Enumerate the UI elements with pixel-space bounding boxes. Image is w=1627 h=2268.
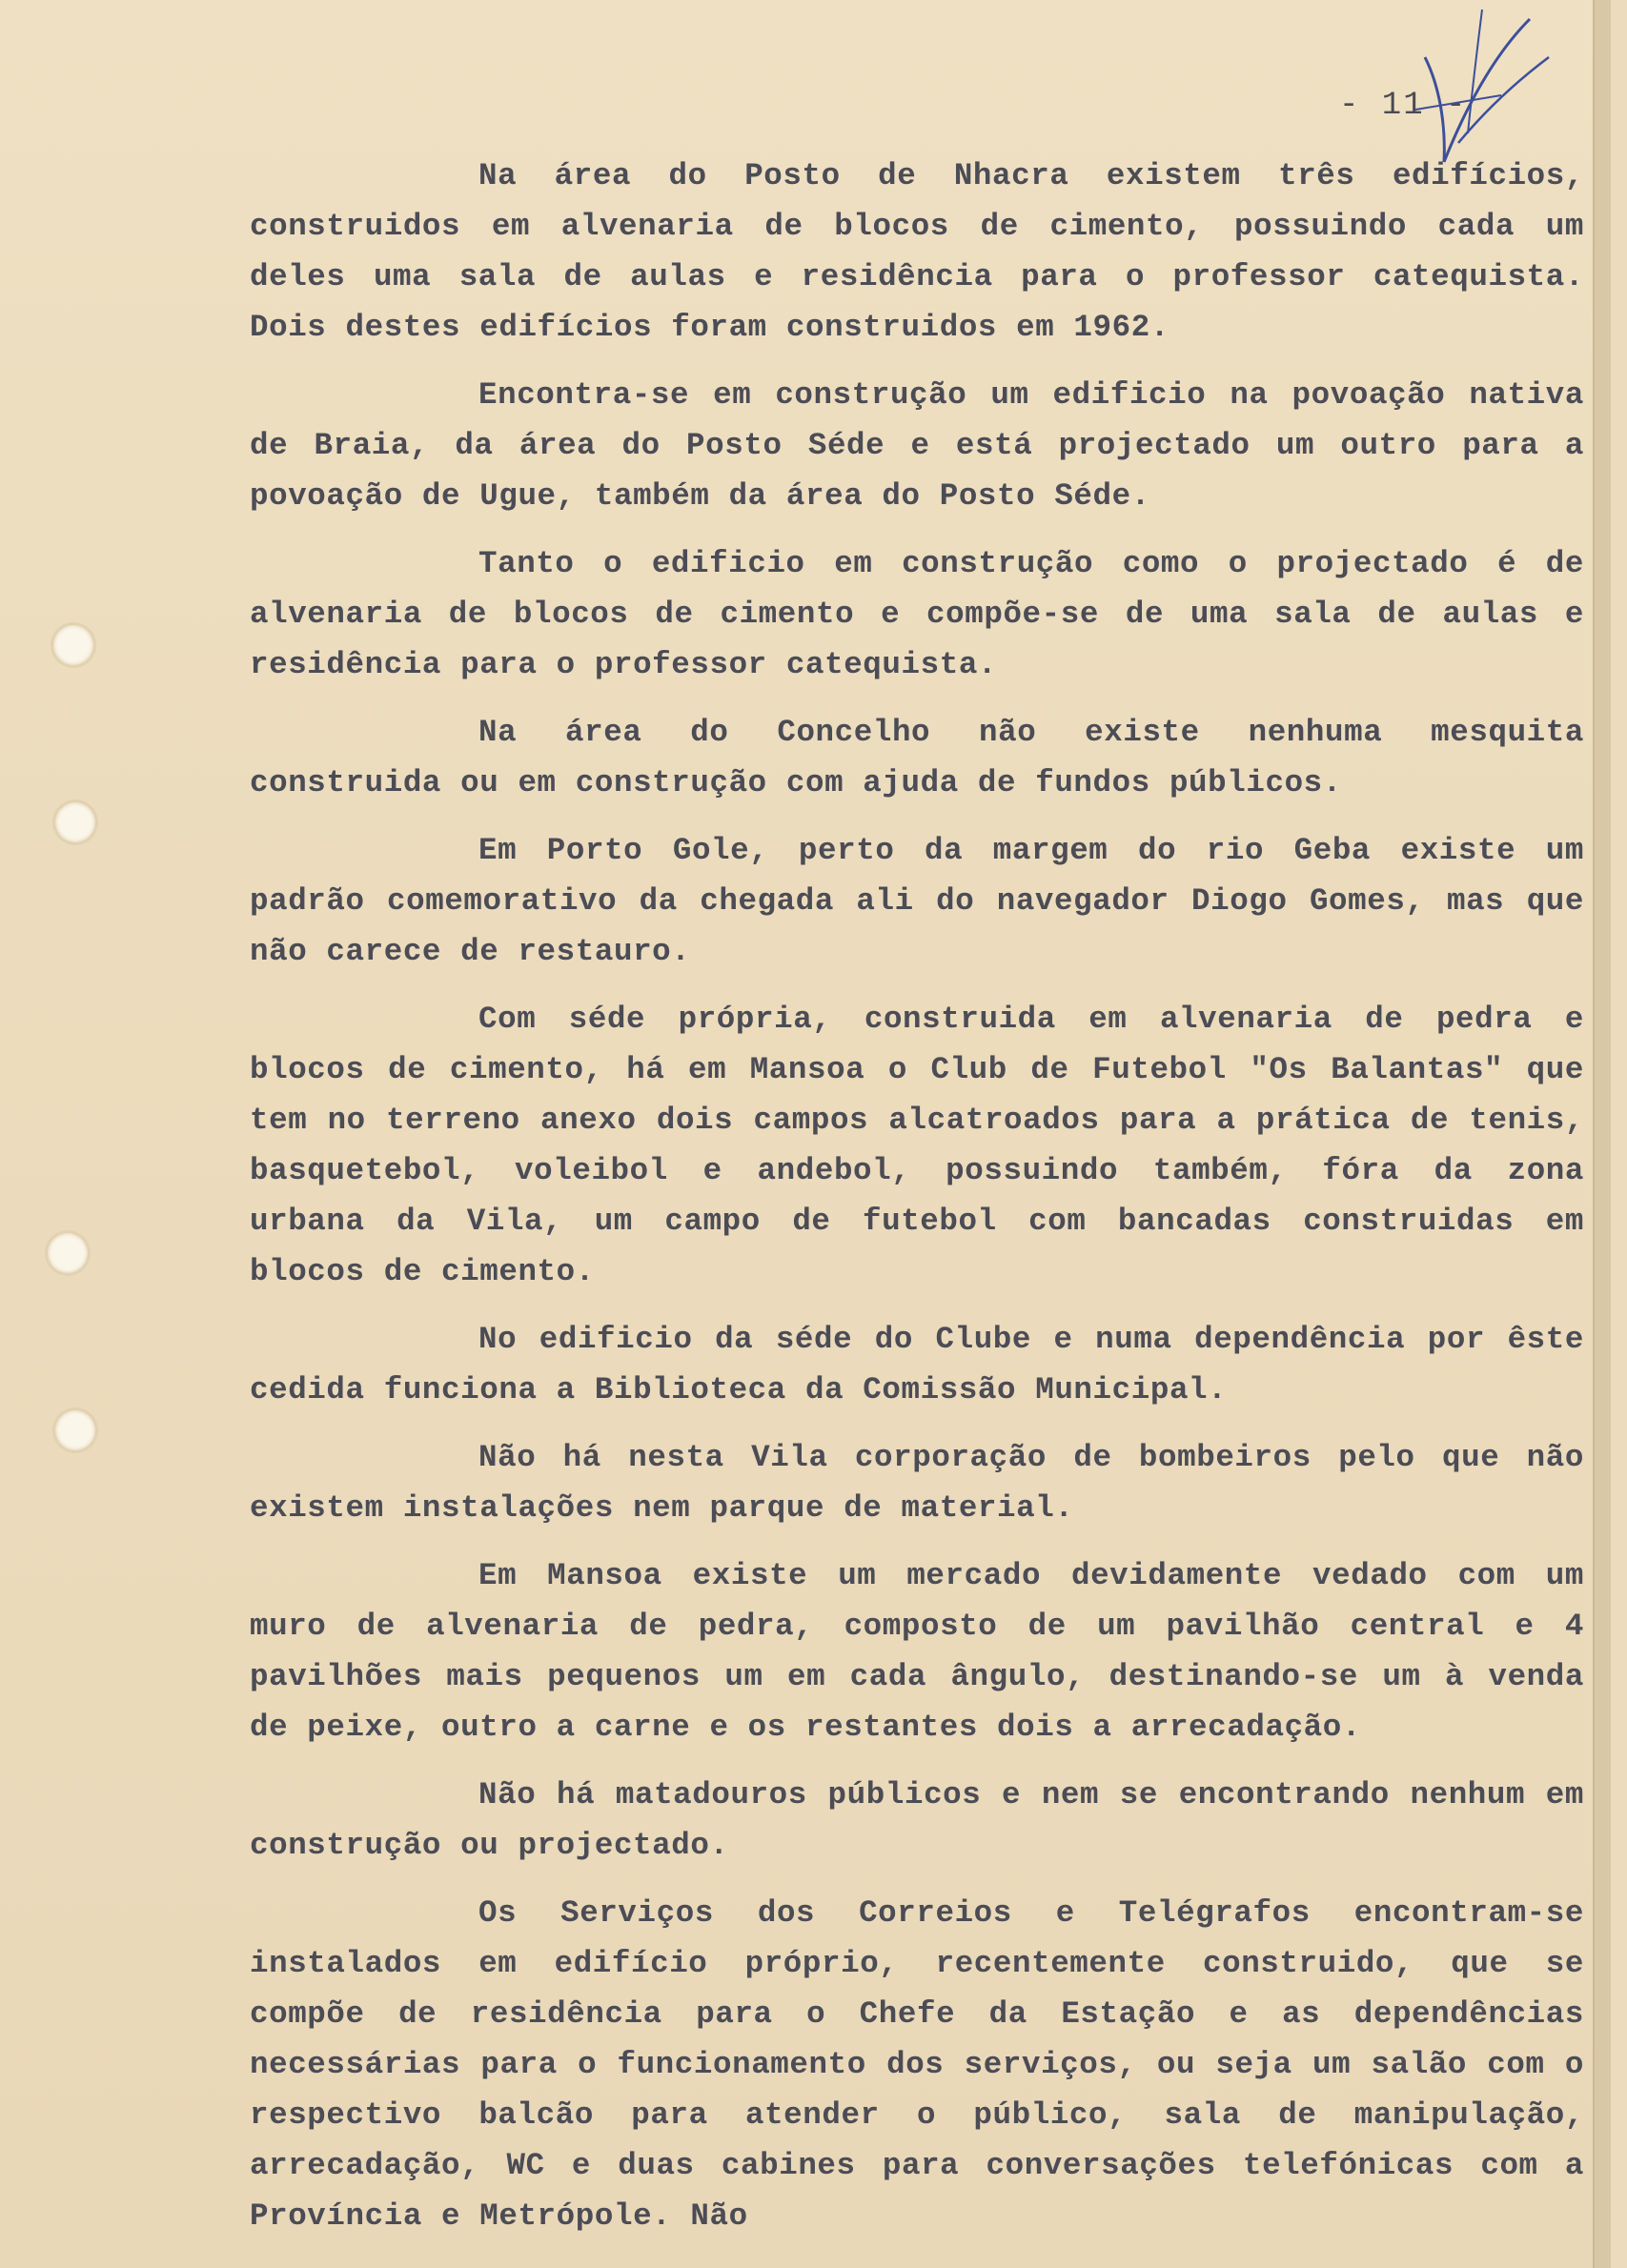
- paragraph-braia-construction: Encontra-se em construção um edificio na povoação nativa de Braia, da área do Posto Séde e está projectado um outro para a povoação de Ugue, também da área do Posto Séde.: [250, 377, 1584, 514]
- paragraph-building-materials: Tanto o edificio em construção como o projectado é de alvenaria de blocos de cimento e compõe-se de uma sala de aulas e residência para o professor catequista.: [250, 546, 1584, 682]
- paragraph-post-office: Os Serviços dos Correios e Telégrafos encontram-se instalados em edifício próprio, recentemente construido, que se compõe de residência para o Chefe da Estação e as dependências necessárias para o funcionamento dos serviços, ou seja um salão com o respectivo balcão para atender o público, sala de manipulação, arrecadação, WC e duas cabines para conversações telefónicas com a Província e Metrópole. Não: [250, 1895, 1584, 2234]
- page-number: - 11 -: [1339, 88, 1468, 124]
- page-edge: [1593, 0, 1611, 2268]
- paragraph-library: No edificio da séde do Clube e numa dependência por êste cedida funciona a Biblioteca da Comissão Municipal.: [250, 1322, 1584, 1407]
- paragraph-slaughterhouses: Não há matadouros públicos e nem se encontrando nenhum em construção ou projectado.: [250, 1777, 1584, 1863]
- paragraph-football-club: Com séde própria, construida em alvenaria de pedra e blocos de cimento, há em Mansoa o Club de Futebol "Os Balantas" que tem no terreno anexo dois campos alcatroados para a prática de tenis, basquetebol, voleibol e andebol, possuindo também, fóra da zona urbana da Vila, um campo de futebol com bancadas construidas em blocos de cimento.: [250, 1002, 1584, 1289]
- paragraph-market: Em Mansoa existe um mercado devidamente vedado com um muro de alvenaria de pedra, composto de um pavilhão central e 4 pavilhões mais pequenos um em cada ângulo, destinando-se um à venda de peixe, outro a carne e os restantes dois a arrecadação.: [250, 1558, 1584, 1745]
- punch-hole: [55, 802, 95, 842]
- paragraph-mosque: Na área do Concelho não existe nenhuma mesquita construida ou em construção com ajuda de fundos públicos.: [250, 715, 1584, 800]
- document-body: [250, 151, 1584, 2258]
- paragraph-porto-gole: Em Porto Gole, perto da margem do rio Geba existe um padrão comemorativo da chegada ali do navegador Diogo Gomes, mas que não carece de restauro.: [250, 833, 1584, 969]
- paragraph-firefighters: Não há nesta Vila corporação de bombeiros pelo que não existem instalações nem parque de material.: [250, 1440, 1584, 1526]
- punch-hole: [48, 1233, 88, 1273]
- punch-hole: [55, 1410, 95, 1450]
- paragraph-nhacra-buildings: Na área do Posto de Nhacra existem três edifícios, construidos em alvenaria de blocos de cimento, possuindo cada um deles uma sala de aulas e residência para o professor catequista. Dois destes edifícios foram construidos em 1962.: [250, 158, 1584, 345]
- punch-hole: [53, 625, 93, 665]
